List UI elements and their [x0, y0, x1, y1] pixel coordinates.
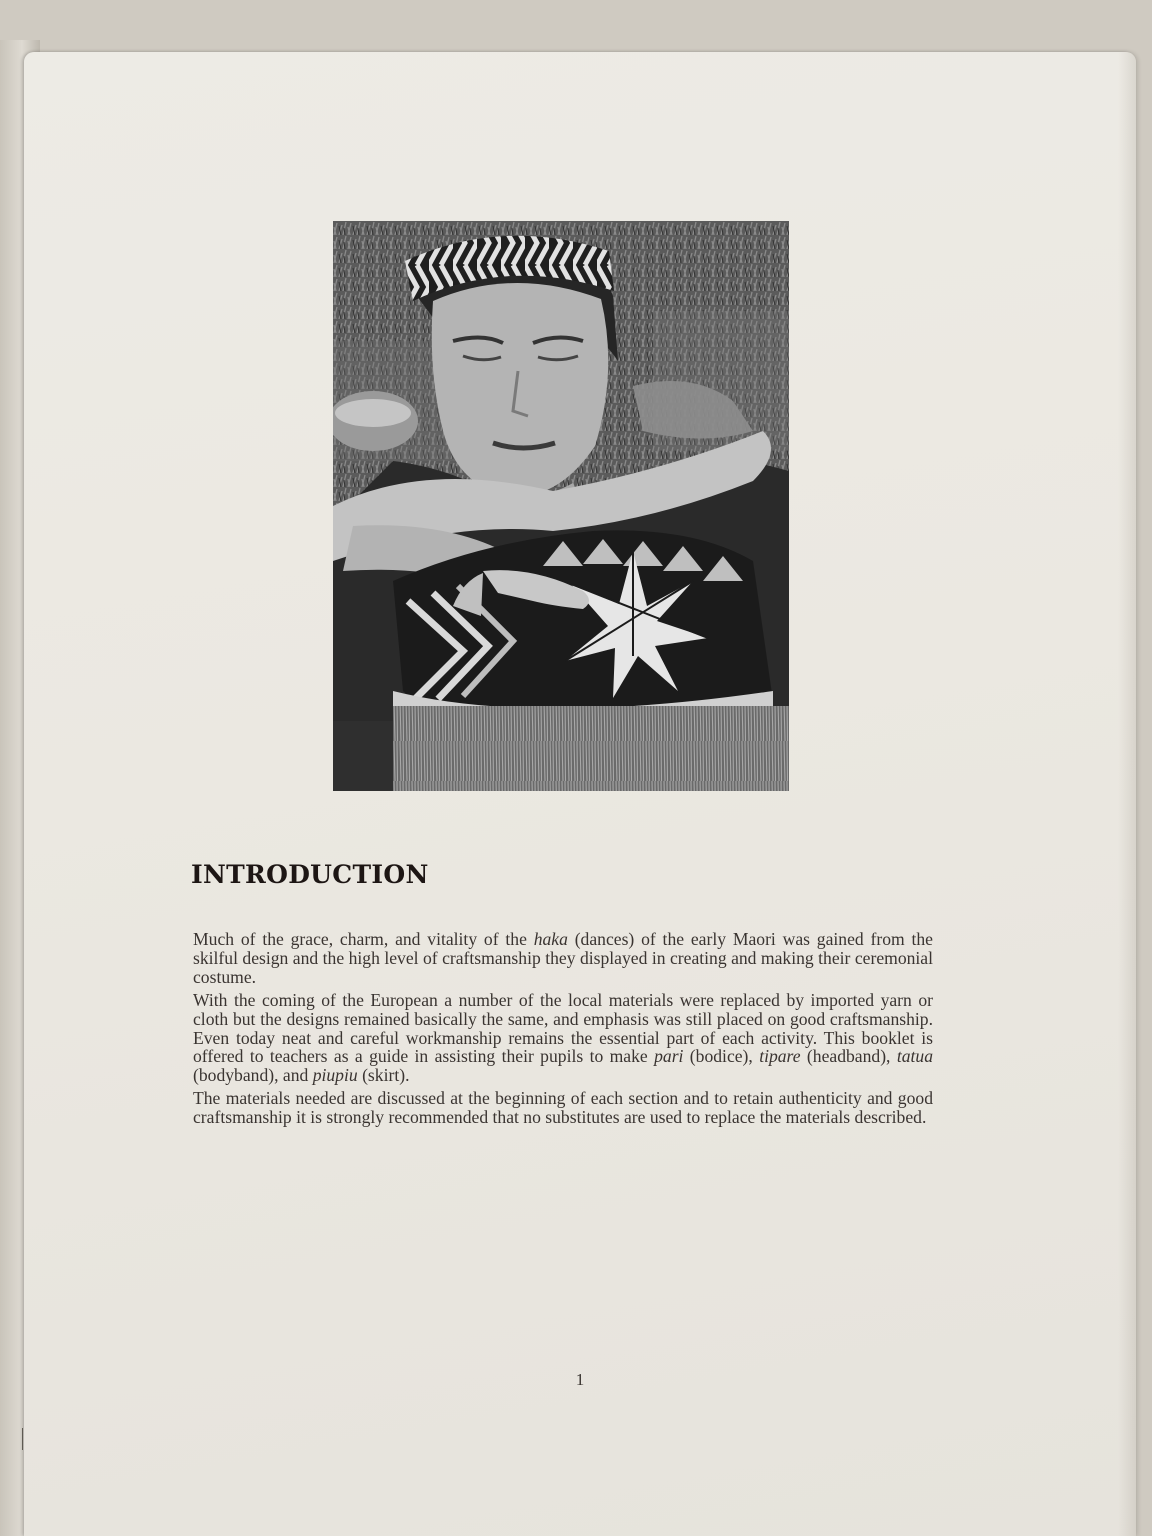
- italic-term-piupiu: piupiu: [312, 1065, 358, 1086]
- page-number: 1: [575, 1370, 585, 1389]
- italic-term-pari: pari: [654, 1046, 684, 1067]
- booklet-page: [24, 52, 1136, 1536]
- paragraph-1: [193, 930, 933, 987]
- text-run: With the coming of the European a number of the local materials were replaced by imported yarn or cloth but the designs remained basically the same, and emphasis was still placed on good craftsmanship. Even today neat and careful workmanship remains the essential part of each activity. This booklet is offered to teachers as a guide in assisting their pupils to make: [193, 989, 933, 1067]
- paragraph-2: [193, 991, 933, 1086]
- haka-photograph: [333, 221, 789, 791]
- text-run: (bodice),: [683, 1046, 760, 1067]
- text-run: Much of the grace, charm, and vitality of the: [193, 929, 534, 949]
- text-run: (bodyband), and: [193, 1065, 313, 1086]
- piupiu-skirt: [393, 706, 789, 791]
- page-edge-shadow: [1118, 52, 1136, 1536]
- page-title: INTRODUCTION: [191, 860, 429, 889]
- introduction-body: [193, 930, 933, 1131]
- italic-term-haka: haka: [533, 929, 568, 949]
- italic-term-tipare: tipare: [759, 1046, 801, 1067]
- text-run: (skirt).: [357, 1065, 410, 1086]
- photo-illustration: [333, 221, 789, 791]
- paragraph-3: The materials needed are discussed at the beginning of each section and to retain authenticity and good craftsmanship it is strongly recommended that no substitutes are used to replace the materials described.: [193, 1088, 933, 1128]
- italic-term-tatua: tatua: [896, 1046, 933, 1067]
- text-run: (dances) of the early Maori was gained from the skilful design and the high level of craftsmanship they displayed in creating and making their ceremonial costume.: [193, 929, 933, 987]
- left-page-mark: [22, 1428, 23, 1450]
- text-run: (headband),: [800, 1046, 897, 1067]
